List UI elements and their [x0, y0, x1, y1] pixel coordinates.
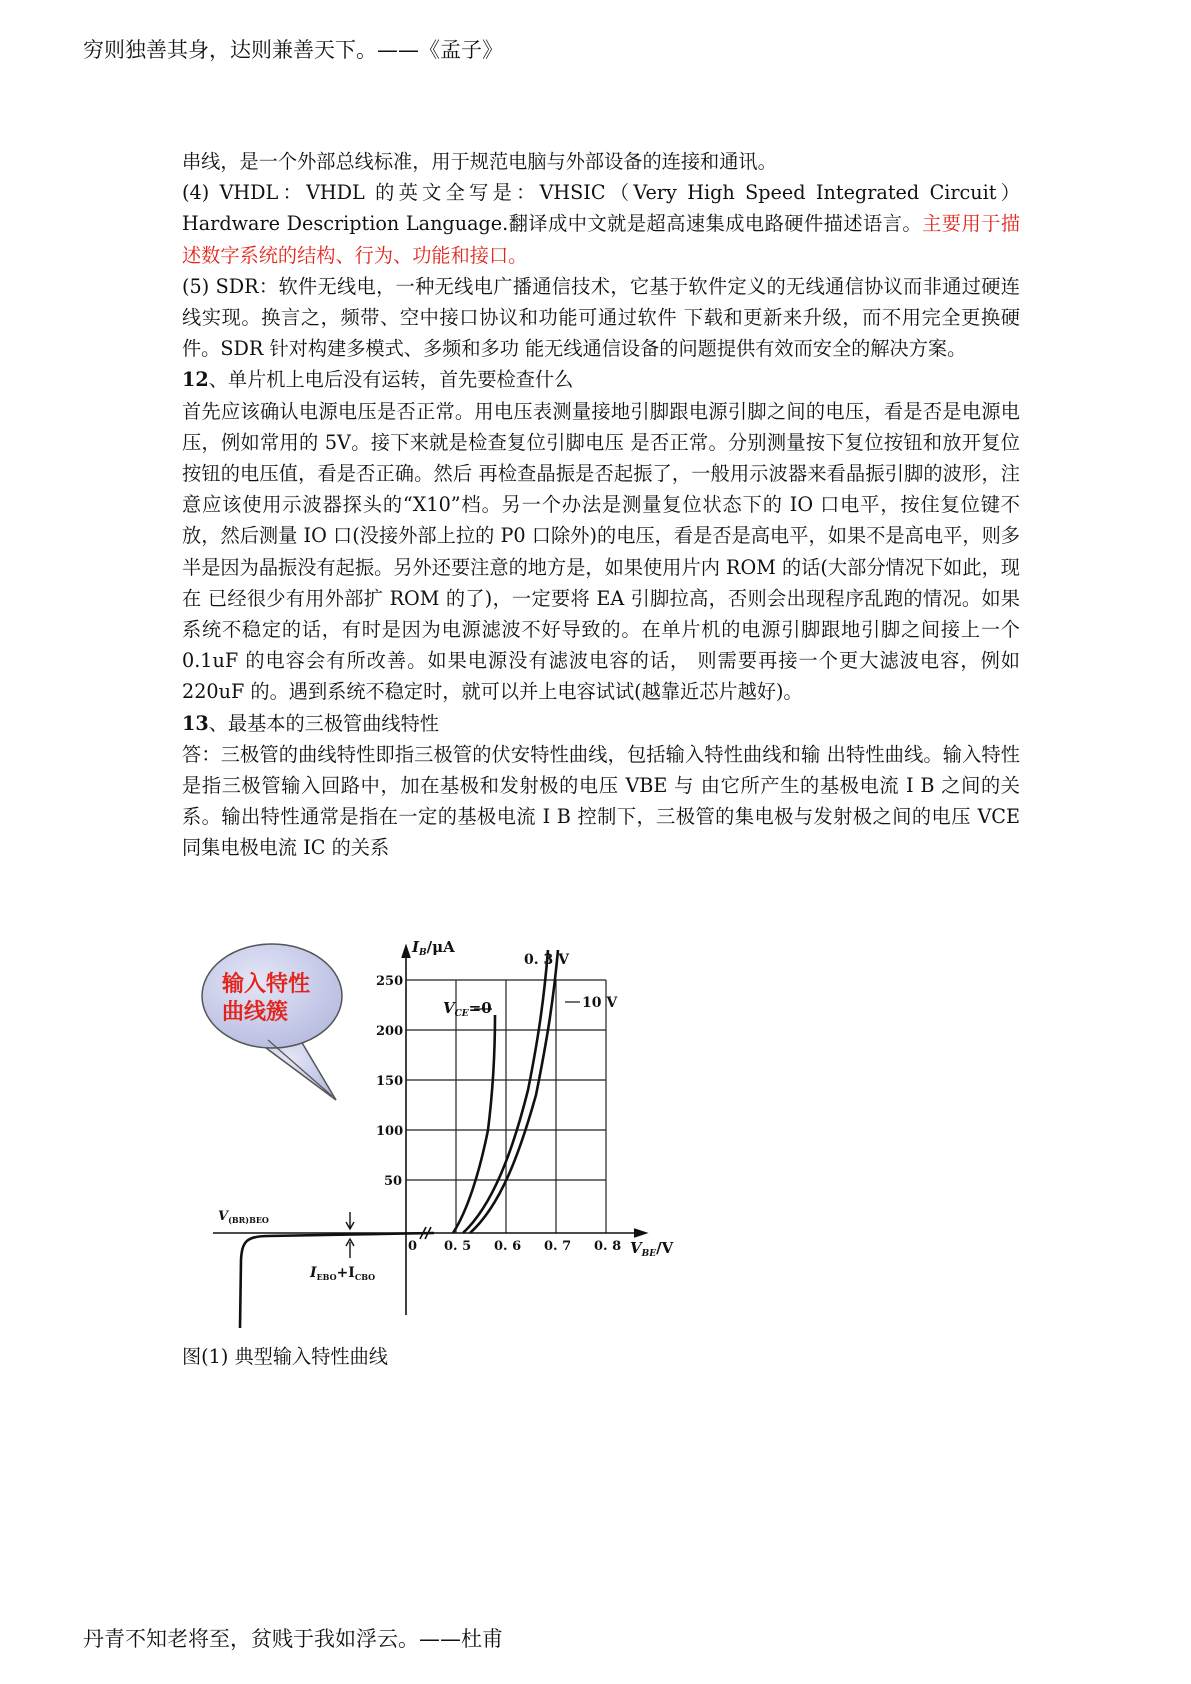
- curve-10v-label: 10 V: [582, 995, 618, 1011]
- header-quote: 穷则独善其身，达则兼善天下。——《孟子》: [83, 38, 503, 62]
- bubble-text-1: 输入特性: [222, 971, 311, 997]
- x-tick-0-8: 0. 8: [594, 1239, 622, 1254]
- origin-label: 0: [408, 1239, 418, 1254]
- document-body: [182, 146, 1020, 864]
- heading-13-text: 、最基本的三极管曲线特性: [208, 711, 439, 735]
- paragraph-sdr: (5) SDR：软件无线电，一种无线电广播通信技术，它基于软件定义的无线通信协议而非通过硬连线实现。换言之，频带、空中接口协议和功能可通过软件 下载和更新来升级，而不用完全更换硬件。SDR 针对构建多模式、多频和多功 能无线通信设备的问题提供有效而安全的解决方案。: [182, 274, 1020, 361]
- paragraph-mcu-check: 首先应该确认电源电压是否正常。用电压表测量接地引脚跟电源引脚之间的电压，看是否是电源电压，例如常用的 5V。接下来就是检查复位引脚电压 是否正常。分别测量按下复位按钮和放开复位按钮的电压值，看是否正确。然后 再检查晶振是否起振了，一般用示波器来看晶振引脚的波形，注意应该使用示波器探头的“X10”档。另一个办法是测量复位状态下的 IO 口电平，按住复位键不放，然后测量 IO 口(没接外部上拉的 P0 口除外)的电压，看是否是高电平，如果不是高电平，则多半是因为晶振没有起振。另外还要注意的地方是，如果使用片内 ROM 的话(大部分情况下如此，现在 已经很少有用外部扩 ROM 的了)，一定要将 EA 引脚拉高，否则会出现程序乱跑的情况。如果系统不稳定的话，有时是因为电源滤波不好导致的。在单片机的电源引脚跟地引脚之间接上一个 0.1uF 的电容会有所改善。如果电源没有滤波电容的话， 则需要再接一个更大滤波电容，例如 220uF 的。遇到系统不稳定时，就可以并上电容试试(越靠近芯片越好)。: [182, 399, 1020, 704]
- x-tick-0-5: 0. 5: [444, 1239, 472, 1254]
- figure-caption: 图(1) 典型输入特性曲线: [182, 1345, 388, 1368]
- footer-quote: 丹青不知老将至，贫贱于我如浮云。——杜甫: [83, 1627, 503, 1651]
- input-characteristic-figure: [198, 930, 688, 1340]
- bubble-text-2: 曲线簇: [222, 999, 289, 1025]
- paragraph-vhdl: [182, 177, 1020, 271]
- heading-12-number: 12: [182, 368, 209, 392]
- y-tick-150: 150: [376, 1074, 404, 1089]
- breakdown-label: $V_{(BR)BEO}$: [218, 1209, 269, 1225]
- paragraph-transistor: 答：三极管的曲线特性即指三极管的伏安特性曲线，包括输入特性曲线和输 出特性曲线。输入特性是指三极管输入回路中，加在基极和发射极的电压 VBE 与 由它所产生的基极电流 I B 之间的关系。输出特性通常是指在一定的基极电流 I B 控制下，三极管的集电极与发射极之间的电压 VCE 同集电极电流 IC 的关系: [182, 742, 1020, 860]
- x-axis-label: $V_{BE}/V$: [630, 1239, 674, 1259]
- speech-bubble: [202, 944, 342, 1100]
- vhdl-highlight: 主要用于描述数字系统的结构、行为、功能和接口。: [182, 212, 1021, 267]
- heading-13: [182, 708, 1020, 739]
- y-tick-50: 50: [384, 1174, 403, 1189]
- y-tick-100: 100: [376, 1124, 404, 1139]
- vhdl-text: (4) VHDL：VHDL 的英文全写是：VHSIC（Very High Speed Integrated Circuit） Hardware Description Language.翻译成中文就是超高速集成电路硬件描述语言。: [182, 181, 1020, 236]
- y-tick-200: 200: [376, 1024, 404, 1039]
- heading-12-text: 、单片机上电后没有运转，首先要检查什么: [208, 368, 574, 392]
- x-tick-0-6: 0. 6: [494, 1239, 522, 1254]
- paragraph-serial-bus: 串线，是一个外部总线标准，用于规范电脑与外部设备的连接和通讯。: [182, 150, 777, 173]
- grid: [406, 980, 606, 1233]
- curve-0-3v-label: 0. 3 V: [524, 952, 569, 968]
- vce0-label: $V_{CE}=0$: [443, 999, 492, 1019]
- heading-12: [182, 364, 1020, 395]
- heading-13-number: 13: [182, 711, 209, 735]
- leakage-label: $I_{EBO}+I_{CBO}$: [310, 1265, 376, 1282]
- y-axis-label: $I_B/\mu A$: [412, 938, 455, 958]
- y-tick-250: 250: [376, 974, 404, 989]
- x-tick-0-7: 0. 7: [544, 1239, 572, 1254]
- characteristic-chart: [198, 930, 688, 1340]
